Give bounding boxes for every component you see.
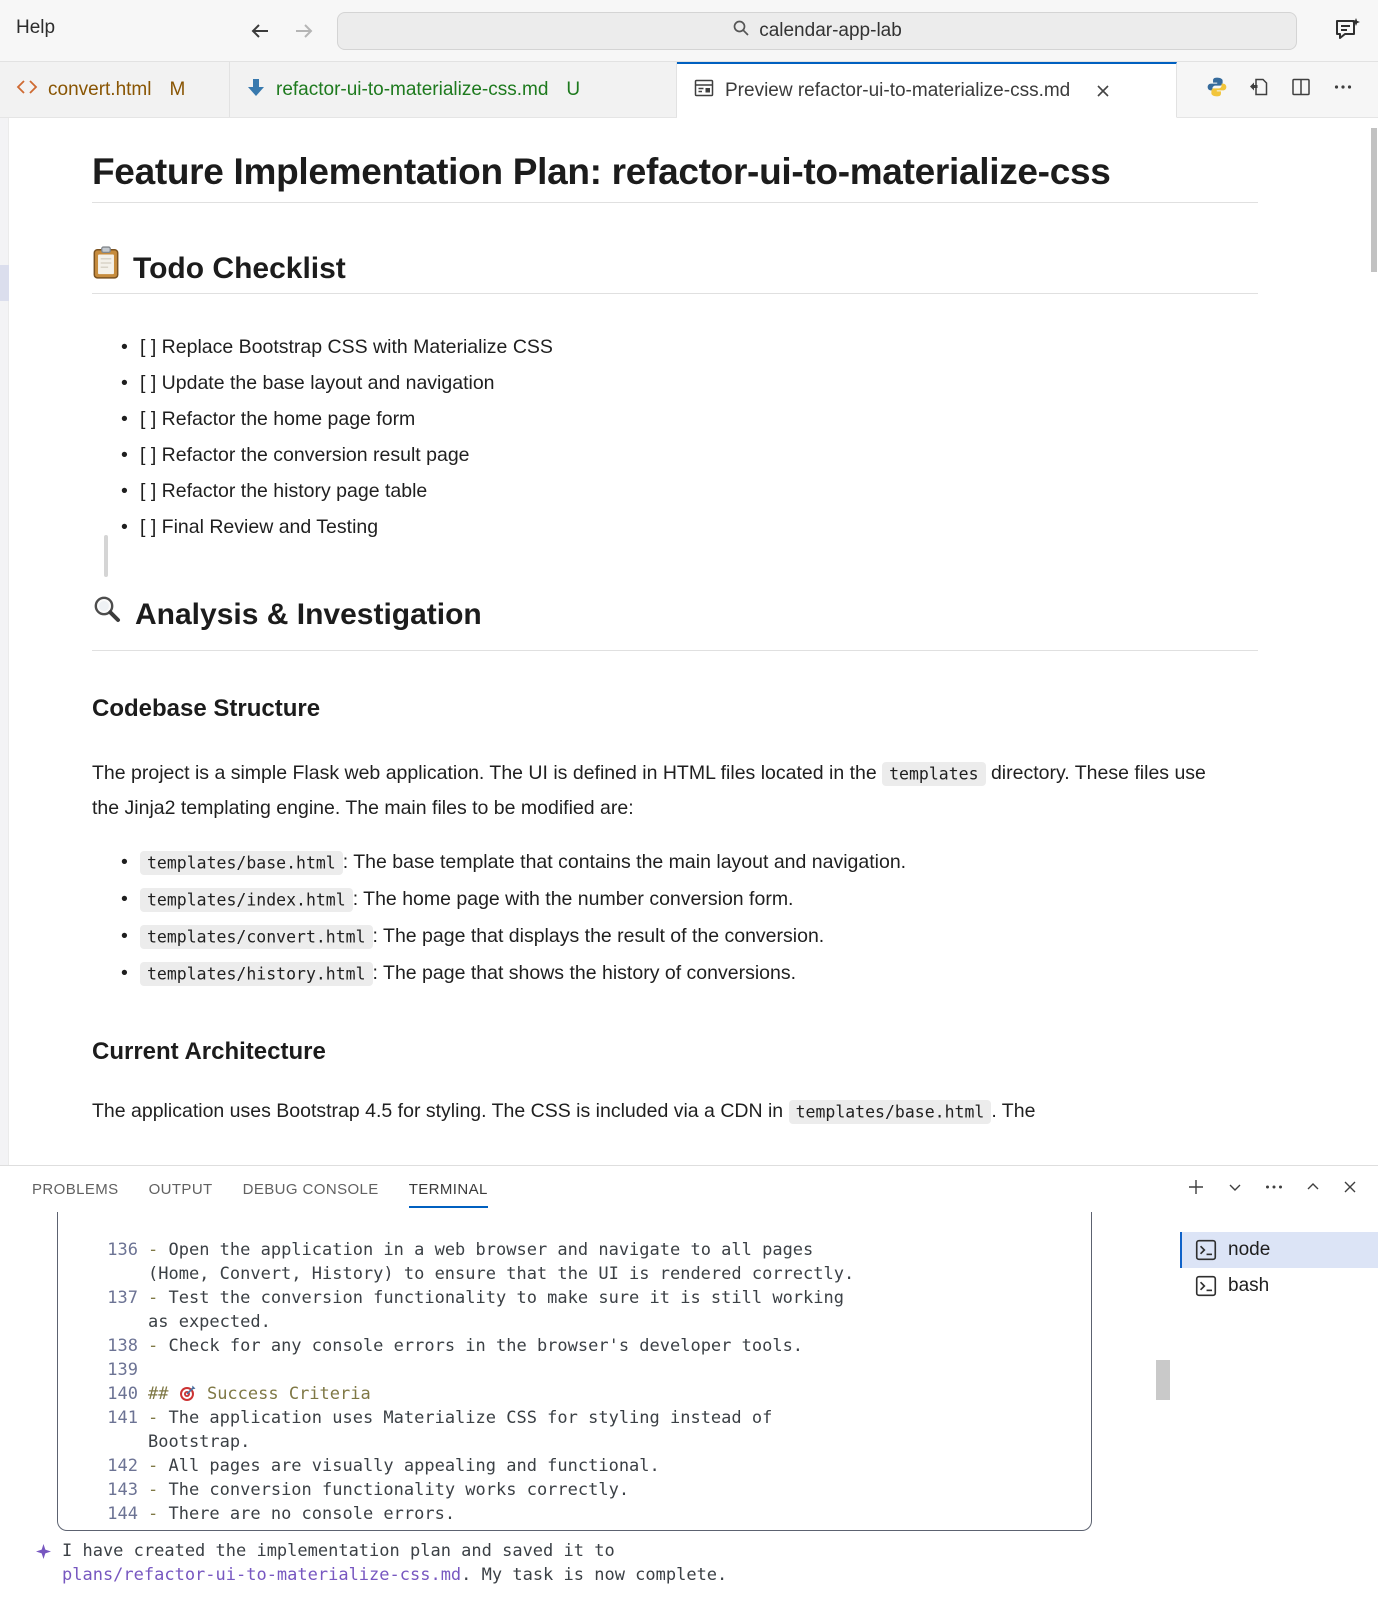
tab-refactor-md[interactable] — [230, 62, 677, 117]
target-icon — [179, 1384, 197, 1402]
codebase-paragraph: The project is a simple Flask web application. The UI is defined in HTML files located in the templates directory. These files use the Jinja2 templating engine. The main files to be modified are: — [92, 762, 1206, 819]
assistant-message — [36, 1539, 1378, 1587]
editor-tab-bar — [0, 62, 1378, 118]
line-number: 144 — [107, 1504, 138, 1524]
panel-header — [0, 1166, 1378, 1212]
divider — [92, 293, 1258, 294]
tab-preview-refactor-md[interactable] — [677, 62, 1177, 118]
split-editor-icon[interactable] — [1290, 76, 1312, 103]
git-status-badge: M — [169, 78, 186, 100]
page-title: Feature Implementation Plan: refactor-ui-to-materialize-css — [92, 151, 1111, 192]
terminal-line: 136 - Open the application in a web browser and navigate to all pages — [104, 1238, 1081, 1262]
divider — [92, 650, 1258, 651]
assistant-line: plans/refactor-ui-to-materialize-css.md . My task is now complete. — [62, 1565, 728, 1585]
forward-arrow-icon[interactable] — [290, 17, 318, 45]
sparkle-icon — [36, 1544, 51, 1559]
terminal-line: as expected. — [104, 1310, 1081, 1334]
tab-convert-html[interactable] — [0, 62, 230, 117]
file-item: • templates/base.html : The base template that contains the main layout and navigation. — [140, 849, 1258, 876]
search-value: calendar-app-lab — [759, 20, 902, 41]
process-node[interactable]: node — [1180, 1232, 1378, 1268]
assistant-line: I have created the implementation plan and saved it to — [36, 1539, 1378, 1563]
terminal-line: 143 - The conversion functionality works correctly. — [104, 1478, 1081, 1502]
tab-label: Preview refactor-ui-to-materialize-css.md — [725, 79, 1071, 101]
todo-heading: Todo Checklist — [92, 246, 1258, 291]
title-bar — [0, 0, 1378, 62]
new-terminal-icon[interactable] — [1186, 1177, 1206, 1202]
inline-code: templates/index.html — [140, 888, 353, 912]
line-number — [104, 1310, 138, 1334]
markdown-down-arrow-icon — [246, 76, 266, 104]
inline-code: templates/base.html — [789, 1100, 992, 1124]
git-status-badge: U — [566, 78, 581, 100]
todo-item: • [ ] Final Review and Testing — [140, 514, 1258, 540]
terminal-scrollbar[interactable] — [1156, 1360, 1170, 1400]
todo-item: • [ ] Refactor the history page table — [140, 478, 1258, 504]
line-number: 136 — [107, 1240, 138, 1260]
editor-actions — [1182, 62, 1378, 117]
panel-tab-terminal[interactable]: TERMINAL — [408, 1180, 488, 1198]
panel-tab-output[interactable]: OUTPUT — [148, 1180, 213, 1198]
scroll-position-marker — [0, 265, 9, 301]
inline-code: templates/convert.html — [140, 925, 373, 949]
file-item: • templates/history.html : The page that shows the history of conversions. — [140, 960, 1258, 987]
todo-item: • [ ] Replace Bootstrap CSS with Materialize CSS — [140, 334, 1258, 360]
line-number: 141 — [107, 1408, 138, 1428]
more-actions-icon[interactable] — [1332, 76, 1354, 103]
terminal-pane — [0, 1212, 1378, 1600]
todo-item: • [ ] Update the base layout and navigation — [140, 370, 1258, 396]
copilot-chat-icon[interactable] — [1332, 15, 1364, 47]
preview-icon — [693, 77, 715, 105]
terminal-line: 137 - Test the conversion functionality to make sure it is still working — [104, 1286, 1081, 1310]
magnifier-icon — [92, 594, 122, 635]
line-number — [104, 1262, 138, 1286]
preview-scrollbar[interactable] — [1371, 128, 1377, 272]
codebase-heading: Codebase Structure — [92, 695, 321, 722]
menu-item-help[interactable]: Help — [16, 17, 56, 38]
command-center-search[interactable] — [337, 12, 1297, 50]
terminal-process-list — [1180, 1212, 1378, 1600]
search-icon — [732, 19, 750, 43]
line-number — [104, 1430, 138, 1454]
files-list — [92, 849, 1258, 987]
line-number: 139 — [107, 1360, 138, 1380]
todo-item: • [ ] Refactor the home page form — [140, 406, 1258, 432]
process-bash[interactable]: bash — [1180, 1268, 1378, 1304]
terminal-line: (Home, Convert, History) to ensure that the UI is rendered correctly. — [104, 1262, 1081, 1286]
checklist-selection-bar — [104, 535, 108, 577]
terminal-line: Bootstrap. — [104, 1430, 1081, 1454]
terminal-icon — [1194, 1238, 1218, 1262]
file-item: • templates/index.html : The home page with the number conversion form. — [140, 886, 1258, 913]
todo-item: • [ ] Refactor the conversion result page — [140, 442, 1258, 468]
line-number: 138 — [107, 1336, 138, 1356]
preview-left-strip — [0, 118, 9, 1165]
html-code-icon — [16, 76, 38, 104]
clipboard-icon — [92, 246, 120, 291]
inline-code: templates/history.html — [140, 962, 373, 986]
close-panel-icon[interactable] — [1342, 1179, 1358, 1200]
close-icon[interactable] — [1094, 82, 1112, 100]
line-number: 143 — [107, 1480, 138, 1500]
panel-actions — [1186, 1166, 1358, 1212]
line-number: 142 — [107, 1456, 138, 1476]
markdown-preview-pane — [0, 118, 1378, 1165]
terminal-dropdown-icon[interactable] — [1228, 1180, 1242, 1199]
architecture-heading: Current Architecture — [92, 1038, 326, 1065]
terminal-output[interactable] — [57, 1212, 1092, 1531]
file-item: • templates/convert.html : The page that displays the result of the conversion. — [140, 923, 1258, 950]
line-number: 137 — [107, 1288, 138, 1308]
divider — [92, 202, 1258, 203]
python-icon[interactable] — [1206, 76, 1228, 103]
bottom-panel — [0, 1165, 1378, 1600]
terminal-line: 138 - Check for any console errors in the browser's developer tools. — [104, 1334, 1081, 1358]
terminal-line: 141 - The application uses Materialize CSS for styling instead of — [104, 1406, 1081, 1430]
terminal-line — [104, 1358, 1081, 1382]
panel-tab-debug-console[interactable]: DEBUG CONSOLE — [242, 1180, 379, 1198]
terminal-line: 144 - There are no console errors. — [104, 1502, 1081, 1526]
maximize-panel-icon[interactable] — [1306, 1180, 1320, 1199]
terminal-line: 142 - All pages are visually appealing and functional. — [104, 1454, 1081, 1478]
inline-code: templates — [882, 762, 985, 786]
analysis-heading: Analysis & Investigation — [92, 594, 1258, 635]
more-icon[interactable] — [1264, 1177, 1284, 1202]
todo-checklist — [92, 334, 1258, 540]
panel-tab-problems[interactable]: PROBLEMS — [32, 1180, 119, 1198]
terminal-line: 140 ## Success Criteria — [104, 1382, 1081, 1406]
terminal-icon — [1194, 1274, 1218, 1298]
architecture-paragraph: The application uses Bootstrap 4.5 for styling. The CSS is included via a CDN in templates/base.html . The — [92, 1100, 1036, 1122]
inline-code: templates/base.html — [140, 851, 343, 875]
tab-label: refactor-ui-to-materialize-css.md — [276, 78, 549, 100]
open-changes-icon[interactable] — [1248, 76, 1270, 103]
panel-tabs — [32, 1181, 518, 1198]
line-number: 140 — [107, 1384, 138, 1404]
tab-label: convert.html — [48, 78, 152, 100]
back-arrow-icon[interactable] — [246, 17, 274, 45]
